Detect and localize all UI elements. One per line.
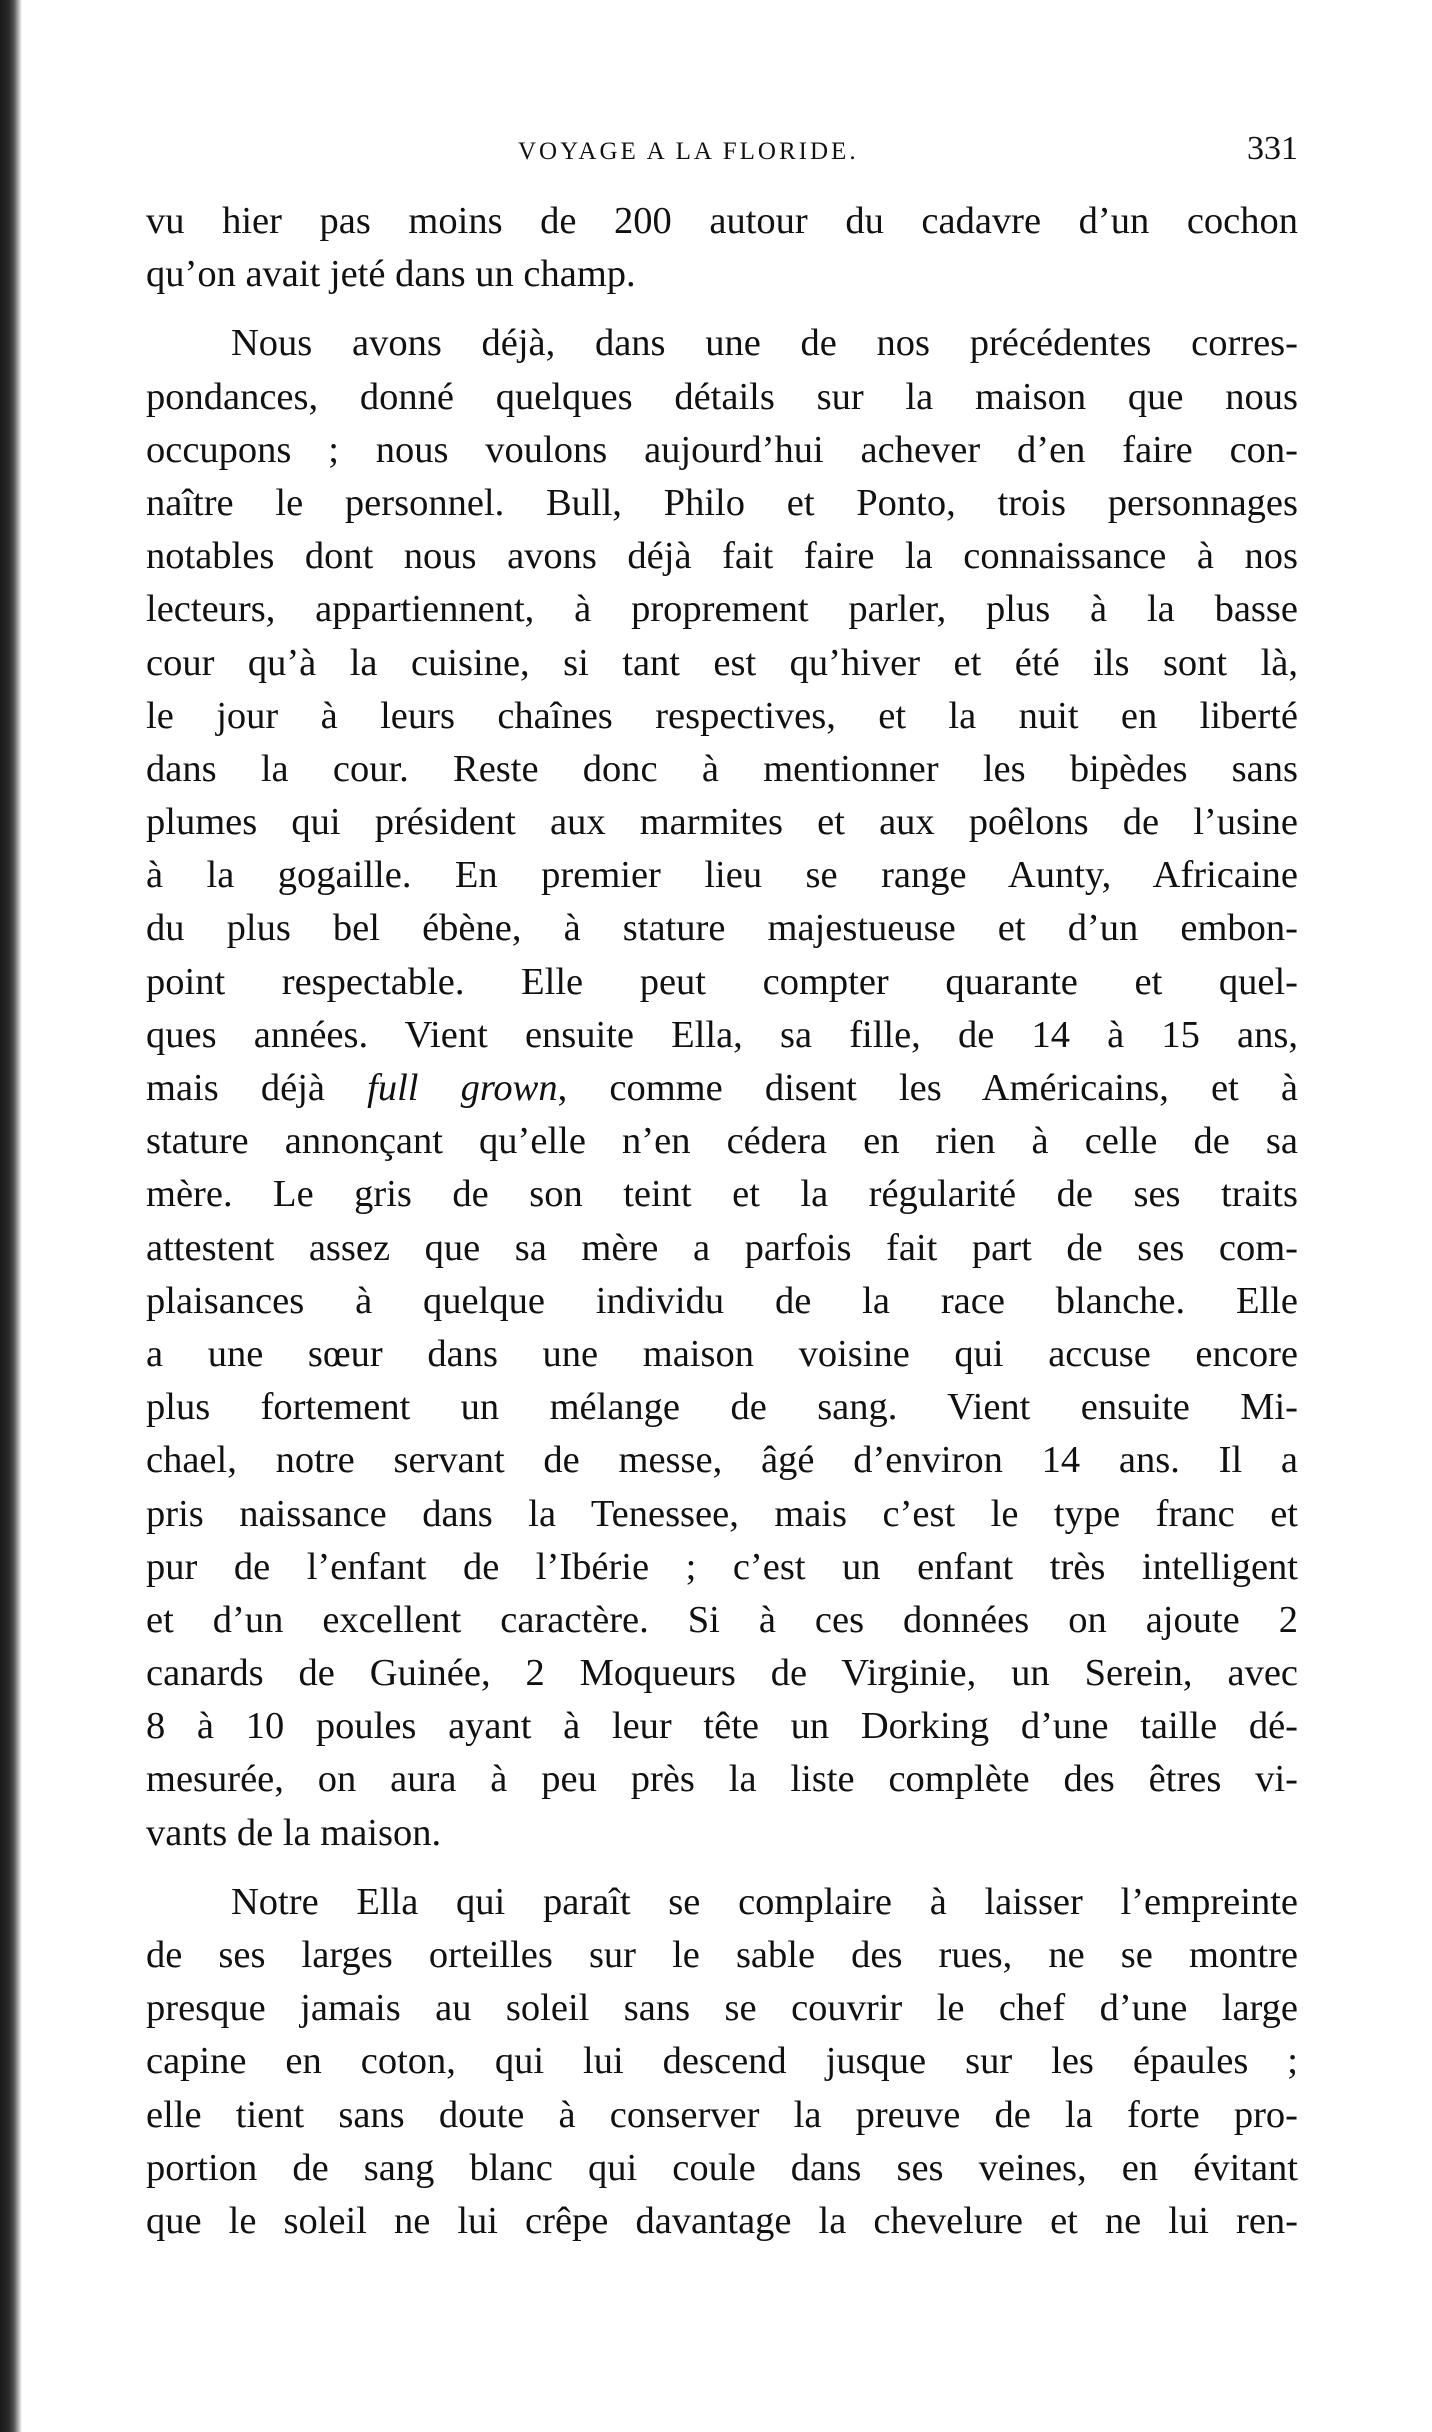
text-line: lecteurs, appartiennent, à proprement parler, plus à la basse xyxy=(146,588,1298,631)
text-line: dans la cour. Reste donc à mentionner les bipèdes sans xyxy=(146,747,1298,790)
text-line: plus fortement un mélange de sang. Vient ensuite Mi- xyxy=(146,1386,1298,1429)
text-line: naître le personnel. Bull, Philo et Ponto, trois personnages xyxy=(146,481,1298,524)
text-line: cour qu’à la cuisine, si tant est qu’hiver et été ils sont là, xyxy=(146,641,1298,684)
text-line: que le soleil ne lui crêpe davantage la chevelure et ne lui ren- xyxy=(146,2199,1298,2242)
paragraph-gap xyxy=(146,301,1298,317)
page-binding-edge xyxy=(0,0,22,2432)
text-line: plumes qui président aux marmites et aux poêlons de l’usine xyxy=(146,801,1298,844)
text-line: occupons ; nous voulons aujourd’hui achever d’en faire con- xyxy=(146,428,1298,471)
running-title: VOYAGE A LA FLORIDE. xyxy=(518,138,859,165)
text-line: elle tient sans doute à conserver la preuve de la forte pro- xyxy=(146,2093,1298,2136)
text-line: chael, notre servant de messe, âgé d’environ 14 ans. Il a xyxy=(146,1439,1298,1482)
text-line: qu’on avait jeté dans un champ. xyxy=(146,253,636,296)
text-line: 8 à 10 poules ayant à leur tête un Dorking d’une taille dé- xyxy=(146,1705,1298,1748)
text-line: mère. Le gris de son teint et la régularité de ses traits xyxy=(146,1173,1298,1216)
text-line: du plus bel ébène, à stature majestueuse et d’un embon- xyxy=(146,907,1298,950)
paragraph-gap xyxy=(146,1860,1298,1876)
paragraph-1 xyxy=(146,195,1298,301)
text-line: vants de la maison. xyxy=(146,1811,442,1854)
body-text xyxy=(146,195,1298,2248)
text-line: pur de l’enfant de l’Ibérie ; c’est un enfant très intelligent xyxy=(146,1545,1298,1588)
text-line: a une sœur dans une maison voisine qui accuse encore xyxy=(146,1332,1298,1375)
text-line: point respectable. Elle peut compter quarante et quel- xyxy=(146,960,1298,1003)
text-line: notables dont nous avons déjà fait faire la connaissance à nos xyxy=(146,535,1298,578)
text-line: capine en coton, qui lui descend jusque sur les épaules ; xyxy=(146,2040,1298,2083)
italic-phrase: full grown xyxy=(367,1067,558,1109)
text-line: le jour à leurs chaînes respectives, et la nuit en liberté xyxy=(146,694,1298,737)
text-line: à la gogaille. En premier lieu se range Aunty, Africaine xyxy=(146,854,1298,897)
text-line: pris naissance dans la Tenessee, mais c’est le type franc et xyxy=(146,1492,1298,1535)
text-line: de ses larges orteilles sur le sable des rues, ne se montre xyxy=(146,1934,1298,1976)
text-line-with-italic xyxy=(146,1062,1298,1115)
text-line: canards de Guinée, 2 Moqueurs de Virginie, un Serein, avec xyxy=(146,1652,1298,1695)
text-line: Notre Ella qui paraît se complaire à laisser l’empreinte xyxy=(231,1880,1298,1923)
text-line: pondances, donné quelques détails sur la maison que nous xyxy=(146,375,1298,418)
text-line: vu hier pas moins de 200 autour du cadavre d’un cochon xyxy=(146,200,1298,242)
text-line: stature annonçant qu’elle n’en cédera en rien à celle de sa xyxy=(146,1120,1298,1163)
text-segment: , comme disent les Américains, et à xyxy=(557,1067,1298,1109)
text-line: Nous avons déjà, dans une de nos précédentes corres- xyxy=(231,322,1298,365)
running-header xyxy=(148,130,1298,180)
text-line: presque jamais au soleil sans se couvrir le chef d’une large xyxy=(146,1987,1298,2030)
text-line: et d’un excellent caractère. Si à ces données on ajoute 2 xyxy=(146,1598,1298,1641)
page-number: 331 xyxy=(1247,130,1298,167)
text-line: plaisances à quelque individu de la race blanche. Elle xyxy=(146,1279,1298,1322)
text-line: portion de sang blanc qui coule dans ses veines, en évitant xyxy=(146,2146,1298,2189)
paragraph-2 xyxy=(146,317,1298,1859)
text-line: attestent assez que sa mère a parfois fait part de ses com- xyxy=(146,1226,1298,1269)
text-segment: mais déjà xyxy=(146,1067,368,1109)
text-line: ques années. Vient ensuite Ella, sa fille, de 14 à 15 ans, xyxy=(146,1013,1298,1056)
paragraph-3 xyxy=(146,1876,1298,2248)
text-line: mesurée, on aura à peu près la liste complète des êtres vi- xyxy=(146,1758,1298,1801)
